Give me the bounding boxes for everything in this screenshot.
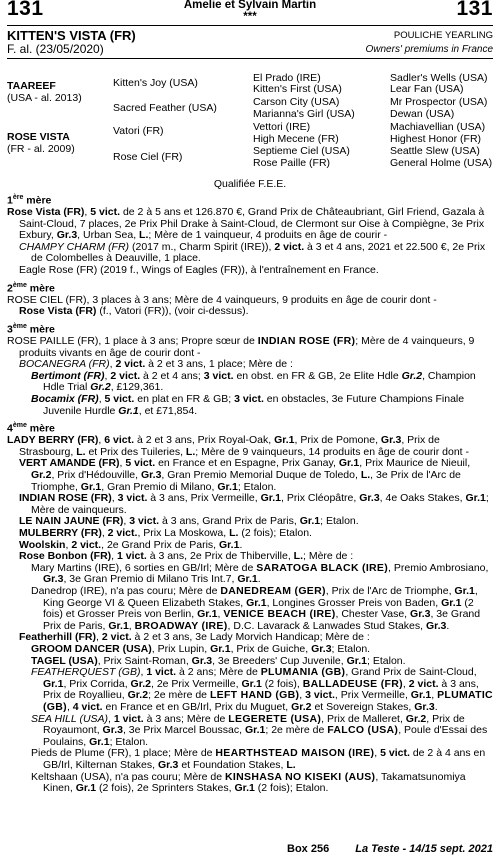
pedigree-gen2-0: Kitten's Joy (USA) xyxy=(113,77,198,89)
horse-birth: F. al. (23/05/2020) xyxy=(7,42,104,56)
consignor-block xyxy=(7,0,493,23)
produce-record: SEA HILL (USA), 1 vict. à 3 ans; Mère de LEGERETE (USA), Prix de Malleret, Gr.2, Prix de Royaumont, Gr.3, 3e Prix Marcel Boussac, Gr.1; 2e mère de FALCO (USA), Poule d'Essai des Poulains, Gr.1; Etalon. xyxy=(31,712,488,748)
fourth-dam-record: LADY BERRY (FR), 6 vict. à 2 et 3 ans, Prix Royal-Oak, Gr.1, Prix de Pomone, Gr.3, Prix de Strasbourg, L. et Prix des Tuileries, L.; Mère de 9 vainqueurs, 14 produits en âge de courir dont - xyxy=(7,434,470,458)
pedigree-gen2-3: Rose Ciel (FR) xyxy=(113,151,183,163)
pedigree-table xyxy=(7,68,493,176)
pedigree-gen3-4: Vettori (IRE) xyxy=(253,121,311,133)
third-dam-record: ROSE PAILLE (FR), 1 place à 3 ans; Propre sœur de INDIAN ROSE (FR); Mère de 4 vainqueurs, 9 produits vivants en âge de courir dont - xyxy=(7,335,475,359)
pedigree-gen4-3: Dewan (USA) xyxy=(390,108,455,120)
produce-record: GROOM DANCER (USA), Prix Lupin, Gr.1, Prix de Guiche, Gr.3; Etalon. xyxy=(31,642,371,655)
produce-record: VERT AMANDE (FR), 5 vict. en France et en Espagne, Prix Ganay, Gr.1, Prix Maurice de Nieuil, Gr.2, Prix d'Hédouville, Gr.3, Gran Premio Memorial Duque de Toledo, L., 3e Prix de l'Arc de Triomphe, Gr.1, Gran Premio di Milano, Gr.1; Etalon. xyxy=(19,457,471,493)
dam-origin: (FR - al. 2009) xyxy=(7,143,75,155)
produce-record: Rose Bonbon (FR), 1 vict. à 3 ans, 2e Prix de Thiberville, L.; Mère de : xyxy=(19,550,354,563)
dam-name: ROSE VISTA xyxy=(7,131,70,143)
sire-name: TAAREEF xyxy=(7,80,56,92)
sire-origin: (USA - al. 2013) xyxy=(7,92,82,104)
produce-record: Pieds de Plume (FR), 1 place; Mère de HEARTHSTEAD MAISON (IRE), 5 vict. de 2 à 4 ans en GB/Irl, Kilternan Stakes, Gr.3 et Foundation Stakes, L. xyxy=(31,747,486,771)
pedigree-gen4-7: General Holme (USA) xyxy=(390,157,493,169)
pedigree-rule xyxy=(7,58,493,59)
consignor-name: Amelie et Sylvain Martin xyxy=(183,0,317,11)
horse-name: KITTEN'S VISTA (FR) xyxy=(7,28,136,43)
pedigree-gen3-2: Carson City (USA) xyxy=(253,96,340,108)
pedigree-gen3-0: El Prado (IRE) xyxy=(253,72,321,84)
horse-sex-age: POULICHE YEARLING xyxy=(393,30,493,41)
family-record xyxy=(7,192,493,795)
pedigree-gen2-1: Sacred Feather (USA) xyxy=(113,102,217,114)
pedigree-gen4-5: Highest Honor (FR) xyxy=(390,133,482,145)
produce-record: Bertimont (FR), 2 vict. à 2 et 4 ans; 3 vict. en obst. en FR & GB, 2e Elite Hdle Gr.2, Champion Hdle Trial Gr.2, £129,361. xyxy=(31,369,476,394)
produce-record: Bocamix (FR), 5 vict. en plat en FR & GB; 3 vict. en obstacles, 3e Future Champions Finale Juvenile Hurdle Gr.1, et £71,854. xyxy=(31,393,465,417)
produce-record: INDIAN ROSE (FR), 3 vict. à 3 ans, Prix Vermeille, Gr.1, Prix Cléopâtre, Gr.3, 4e Oaks Stakes, Gr.1; Mère de vainqueurs. xyxy=(19,492,489,516)
page-footer xyxy=(287,843,493,855)
produce-record: MULBERRY (FR), 2 vict., Prix La Moskowa, L. (2 fois); Etalon. xyxy=(19,527,312,540)
sale-place-date: La Teste - 14/15 sept. 2021 xyxy=(355,843,493,855)
consignor-stars: *** xyxy=(243,11,257,23)
pedigree-gen3-1: Kitten's First (USA) xyxy=(253,83,342,95)
produce-record: Rose Vista (FR) (f., Vatori (FR)), (voir ci-dessus). xyxy=(19,305,249,318)
qualification: Qualifiée F.E.E. xyxy=(213,178,287,190)
section-heading-3: 3ème mère xyxy=(7,322,55,336)
pedigree-gen4-1: Lear Fan (USA) xyxy=(390,83,464,95)
produce-record: Eagle Rose (FR) (2019 f., Wings of Eagles (FR)), à l'entraînement en France. xyxy=(19,264,379,277)
produce-record: CHAMPY CHARM (FR) (2017 m., Charm Spirit (IRE)), 2 vict. à 3 et 4 ans, 2021 et 22.500 €, 2e Prix de Colombelles à Deauville, 1 place. xyxy=(19,240,486,265)
premium-note: Owners' premiums in France xyxy=(365,44,493,55)
second-dam-record: ROSE CIEL (FR), 3 places à 3 ans; Mère de 4 vainqueurs, 9 produits en âge de courir dont - xyxy=(7,293,437,306)
section-heading-1: 1ère mère xyxy=(7,194,52,207)
section-heading-4: 4ème mère xyxy=(7,422,55,435)
pedigree-gen3-6: Septieme Ciel (USA) xyxy=(253,145,350,157)
pedigree-gen4-0: Sadler's Wells (USA) xyxy=(390,72,488,84)
section-heading-2: 2ème mère xyxy=(7,281,55,295)
pedigree-gen3-3: Marianna's Girl (USA) xyxy=(253,108,355,120)
pedigree-gen4-2: Mr Prospector (USA) xyxy=(390,96,488,108)
pedigree-gen2-2: Vatori (FR) xyxy=(113,125,164,137)
lot-number-right: 131 xyxy=(456,0,493,20)
produce-record: Mary Martins (IRE), 6 sorties en GB/Irl; Mère de SARATOGA BLACK (IRE), Premio Ambrosiano, Gr.3, 3e Gran Premio di Milano Tris Int.7, Gr.1. xyxy=(31,561,489,586)
produce-record: Woolskin, 2 vict., 2e Grand Prix de Paris, Gr.1. xyxy=(19,538,243,551)
produce-record: BOCANEGRA (FR), 2 vict. à 2 et 3 ans, 1 place; Mère de : xyxy=(19,358,293,371)
produce-record: Keltshaan (USA), n'a pas couru; Mère de KINSHASA NO KISEKI (AUS), Takamatsunomiya Kinen, Gr.1 (2 fois), 2e Sprinters Stakes, Gr.1 (2 fois); Etalon. xyxy=(31,770,466,795)
lot-number-left: 131 xyxy=(7,0,44,20)
produce-record: Danedrop (IRE), n'a pas couru; Mère de DANEDREAM (GER), Prix de l'Arc de Triomphe, Gr.1, King George VI & Queen Elizabeth Stakes, Gr.1, Longines Grosser Preis von Baden, Gr.1 (2 fois) et Grosser Preis von Berlin, Gr.1, VENICE BEACH (IRE), Chester Vase, Gr.3, 3e Grand Prix de Paris, Gr.1, BROADWAY (IRE), D.C. Lavarack & Lanwades Stud Stakes, Gr.3. xyxy=(31,585,481,632)
pedigree-gen4-4: Machiavellian (USA) xyxy=(390,121,486,133)
produce-record: TAGEL (USA), Prix Saint-Roman, Gr.3, 3e Breeders' Cup Juvenile, Gr.1; Etalon. xyxy=(31,654,406,667)
dam-record: Rose Vista (FR), 5 vict. de 2 à 5 ans et 126.870 €, Grand Prix de Châteaubriant, Girl Friend, Gazala à Saint-Cloud, 7 places, 2e Prix Phil Drake à Saint-Cloud, de Clermont sur Oise à Compiègne, 3e Prix Exbury, Gr.3, Urban Sea, L.; Mère de 1 vainqueur, 4 produits en âge de courir - xyxy=(7,206,485,242)
box-number: Box 256 xyxy=(287,843,330,855)
produce-record: LE NAIN JAUNE (FR), 3 vict. à 3 ans, Grand Prix de Paris, Gr.1; Etalon. xyxy=(19,515,359,528)
header-rule xyxy=(7,25,493,26)
produce-record: Featherhill (FR), 2 vict. à 2 et 3 ans, 3e Lady Morvich Handicap; Mère de : xyxy=(19,631,370,644)
pedigree-gen3-7: Rose Paille (FR) xyxy=(253,157,331,169)
produce-record: FEATHERQUEST (GB), 1 vict. à 2 ans; Mère de PLUMANIA (GB), Grand Prix de Saint-Cloud, Gr.1, Prix Corrida, Gr.2, 2e Prix Vermeille, Gr.1 (2 fois), BALLADEUSE (FR), 2 vict. à 3 ans, Prix de Royallieu, Gr.2; 2e mère de LEFT HAND (GB), 3 vict., Prix Vermeille, Gr.1, PLUMATIC (GB), 4 vict. en France et en GB/Irl, Prix du Muguet, Gr.2 et Sovereign Stakes, Gr.3. xyxy=(31,666,493,713)
pedigree-gen3-5: High Mecene (FR) xyxy=(253,133,339,145)
pedigree-gen4-6: Seattle Slew (USA) xyxy=(390,145,480,157)
